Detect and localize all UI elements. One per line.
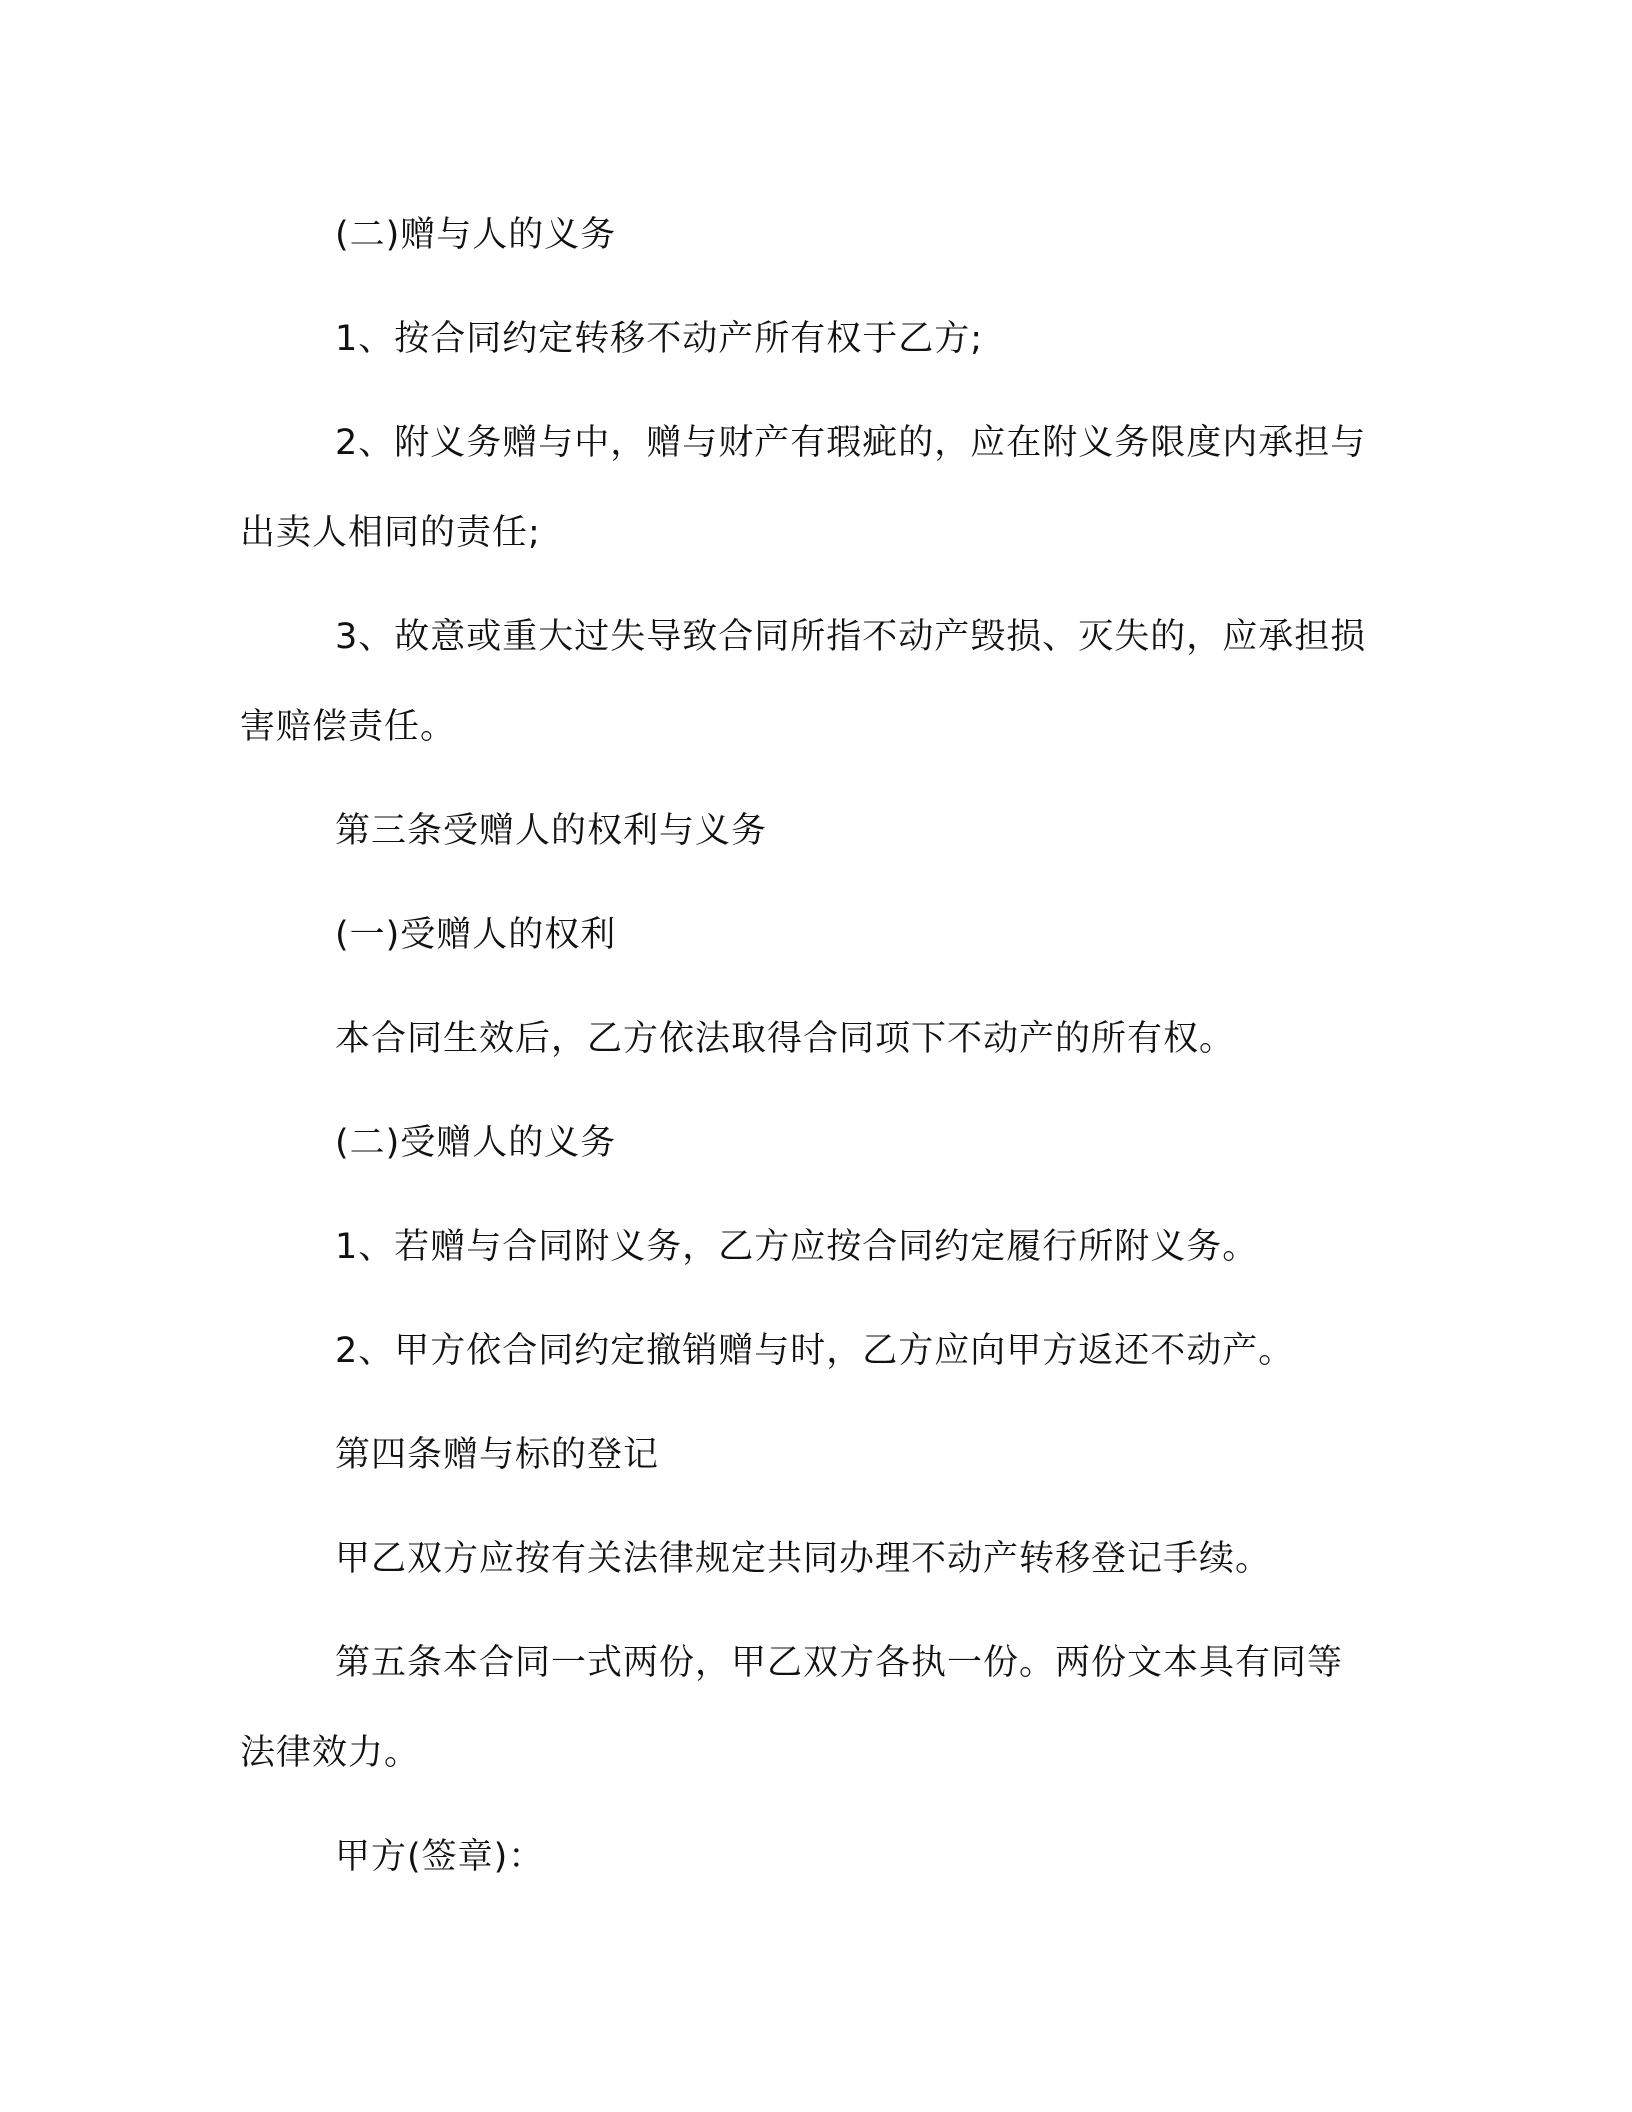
- paragraph-donor-obligation-3: 3、故意或重大过失导致合同所指不动产毁损、灭失的，应承担损害赔偿责任。: [240, 617, 1367, 747]
- paragraph-article-4-heading: 第四条赠与标的登记: [335, 1435, 660, 1475]
- paragraph-party-a-signature: 甲方(签章)：: [335, 1837, 545, 1877]
- paragraph-donor-obligations-heading: (二)赠与人的义务: [335, 215, 617, 255]
- paragraph-donee-obligation-1: 1、若赠与合同附义务，乙方应按合同约定履行所附义务。: [335, 1227, 1259, 1267]
- paragraph-donor-obligation-2: 2、附义务赠与中，赠与财产有瑕疵的，应在附义务限度内承担与出卖人相同的责任;: [240, 423, 1367, 553]
- document-body: [240, 190, 1370, 1916]
- paragraph-article-3-heading: 第三条受赠人的权利与义务: [335, 811, 768, 851]
- paragraph-article-5: 第五条本合同一式两份，甲乙双方各执一份。两份文本具有同等法律效力。: [240, 1643, 1344, 1773]
- paragraph-registration-text: 甲乙双方应按有关法律规定共同办理不动产转移登记手续。: [335, 1539, 1272, 1579]
- paragraph-donor-obligation-1: 1、按合同约定转移不动产所有权于乙方;: [335, 319, 984, 359]
- paragraph-donee-obligations-heading: (二)受赠人的义务: [335, 1123, 617, 1163]
- paragraph-donee-obligation-2: 2、甲方依合同约定撤销赠与时，乙方应向甲方返还不动产。: [335, 1331, 1295, 1371]
- paragraph-donee-rights-heading: (一)受赠人的权利: [335, 915, 617, 955]
- paragraph-donee-rights-text: 本合同生效后，乙方依法取得合同项下不动产的所有权。: [335, 1019, 1236, 1059]
